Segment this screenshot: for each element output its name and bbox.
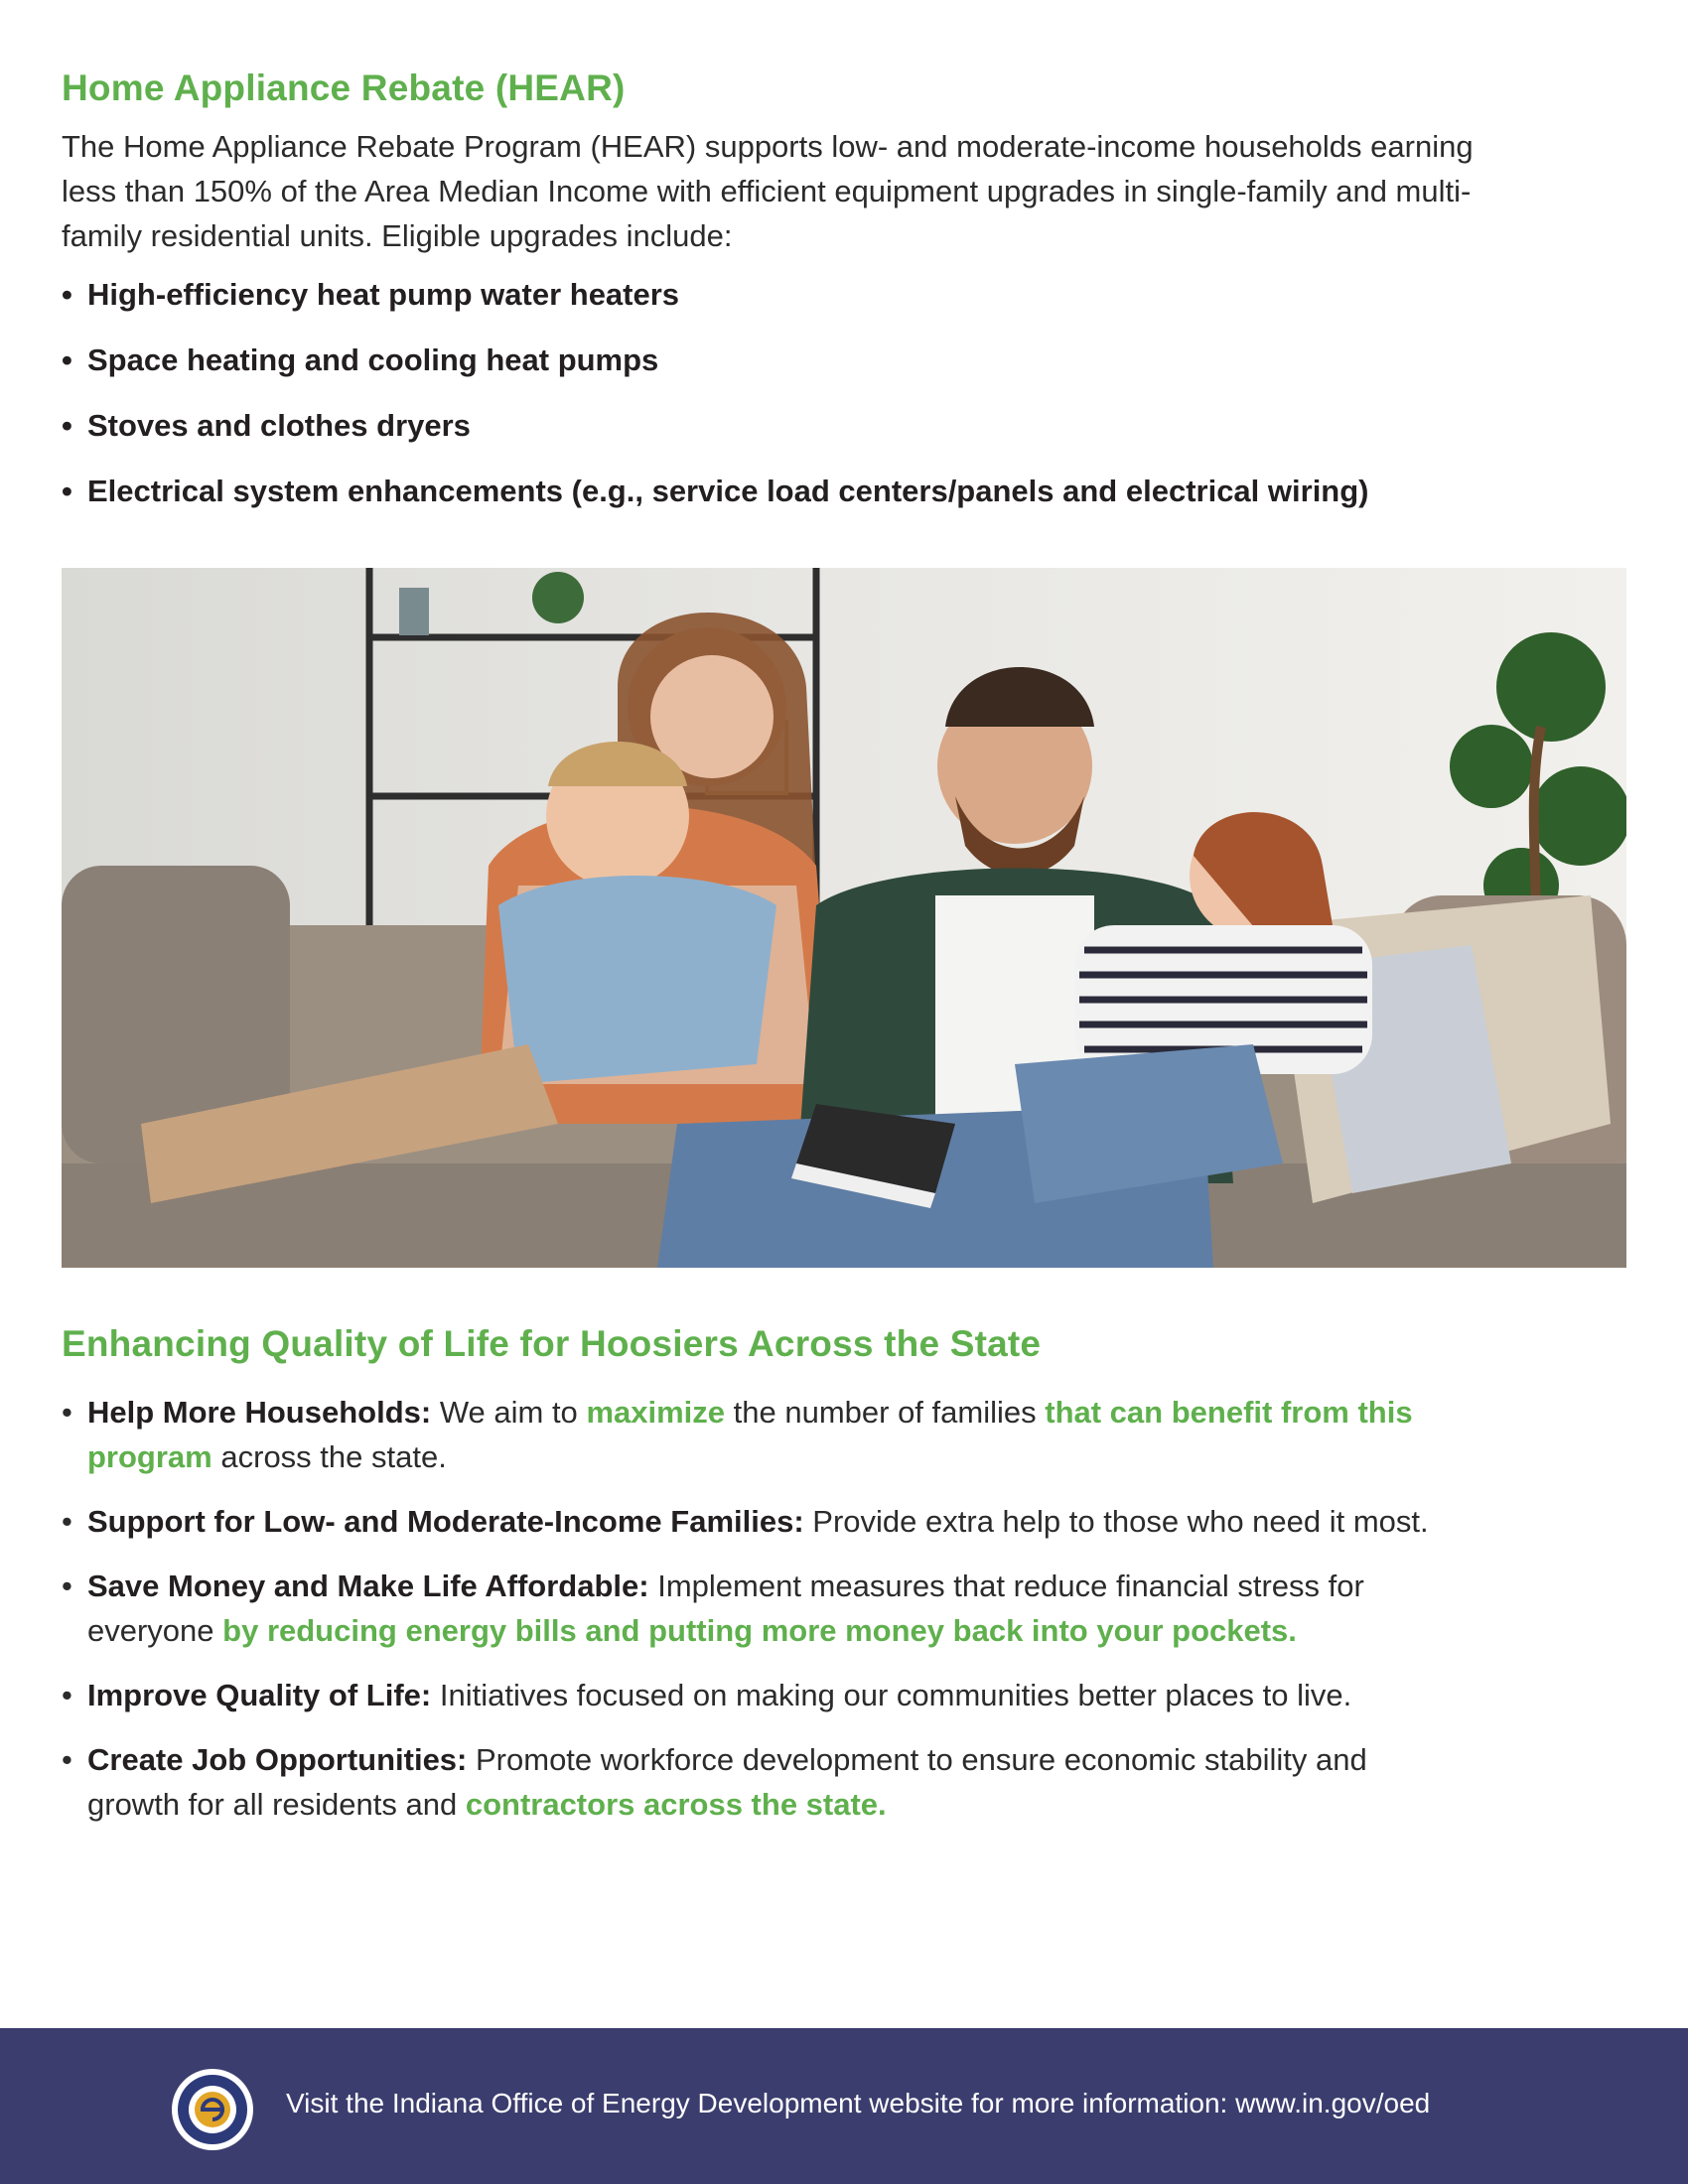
goal-item	[62, 1737, 1432, 1827]
goal-text: across the state.	[220, 1439, 447, 1474]
quality-goals-list	[62, 1390, 1432, 1846]
goal-text: Implement measures that reduce financial stress for everyone	[87, 1569, 1364, 1648]
goal-label: Save Money and Make Life Affordable:	[87, 1569, 649, 1603]
quality-section-title: Enhancing Quality of Life for Hoosiers Across the State	[62, 1323, 1042, 1364]
bullet-icon: •	[62, 1569, 72, 1603]
upgrade-item	[62, 467, 1369, 532]
goal-text: the number of families	[733, 1395, 1037, 1430]
goal-label: Create Job Opportunities:	[87, 1742, 468, 1777]
upgrade-item-label: High-efficiency heat pump water heaters	[87, 277, 680, 312]
goal-highlight: by reducing energy bills and putting more money back into your pockets.	[222, 1613, 1297, 1648]
upgrade-item-label: Electrical system enhancements (e.g., service load centers/panels and electrical wiring)	[87, 474, 1369, 508]
eligible-upgrades-list	[62, 270, 1369, 532]
bullet-icon: •	[62, 1678, 72, 1712]
goal-item	[62, 1673, 1432, 1717]
hear-section-title: Home Appliance Rebate (HEAR)	[62, 68, 626, 108]
upgrade-item	[62, 401, 1369, 467]
upgrade-item	[62, 270, 1369, 336]
goal-text: We aim to	[439, 1395, 578, 1430]
goal-item	[62, 1564, 1432, 1653]
goal-highlight: that can benefit from this program	[87, 1395, 1413, 1474]
goal-highlight: maximize	[586, 1395, 726, 1430]
goal-label: Improve Quality of Life:	[87, 1678, 432, 1712]
goal-text: Initiatives focused on making our communities better places to live.	[439, 1678, 1352, 1712]
goal-label: Help More Households:	[87, 1395, 432, 1430]
family-photo	[62, 568, 1626, 1268]
bullet-icon: •	[62, 474, 72, 508]
bullet-icon: •	[62, 277, 72, 312]
goal-label: Support for Low- and Moderate-Income Families:	[87, 1504, 804, 1539]
family-on-couch-illustration	[62, 568, 1626, 1268]
oed-seal-icon	[171, 2068, 254, 2151]
footer-info-text: Visit the Indiana Office of Energy Development website for more information: www.in.gov/oed	[286, 2088, 1431, 2118]
goal-item	[62, 1499, 1432, 1544]
bullet-icon: •	[62, 1504, 72, 1539]
upgrade-item-label: Space heating and cooling heat pumps	[87, 342, 659, 377]
goal-item	[62, 1390, 1432, 1479]
bullet-icon: •	[62, 408, 72, 443]
hear-intro-paragraph: The Home Appliance Rebate Program (HEAR) supports low- and moderate-income households earning less than 150% of the Area Median Income with efficient equipment upgrades in single-family and multi-family residential units. Eligible upgrades include:	[62, 129, 1474, 253]
bullet-icon: •	[62, 342, 72, 377]
goal-highlight: contractors across the state.	[465, 1787, 887, 1822]
bullet-icon: •	[62, 1742, 72, 1777]
bullet-icon: •	[62, 1395, 72, 1430]
goal-text: Promote workforce development to ensure economic stability and growth for all residents and	[87, 1742, 1367, 1822]
upgrade-item-label: Stoves and clothes dryers	[87, 408, 471, 443]
upgrade-item	[62, 336, 1369, 401]
footer-banner	[0, 2028, 1688, 2184]
goal-text: Provide extra help to those who need it most.	[812, 1504, 1429, 1539]
